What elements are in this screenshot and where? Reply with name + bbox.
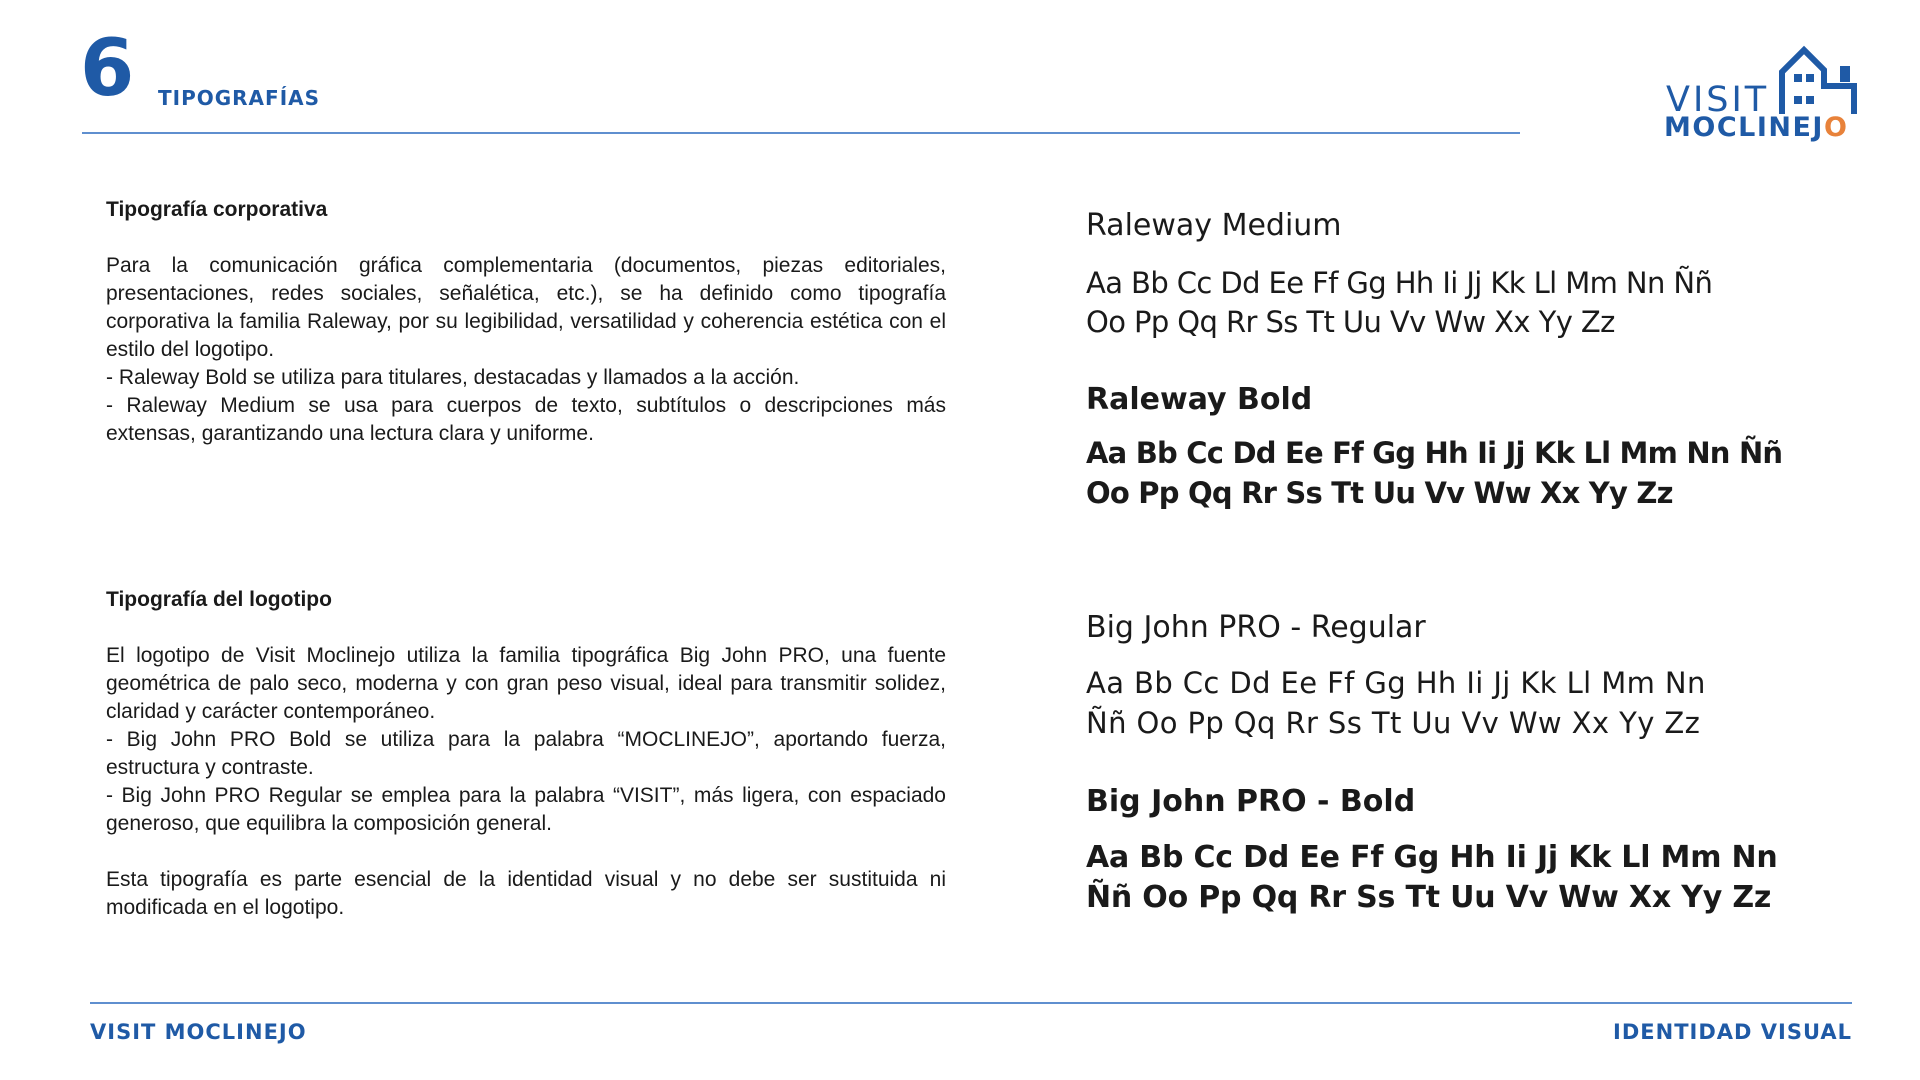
corporate-paragraph-2: - Raleway Bold se utiliza para titulares, destacadas y llamados a la acción.: [106, 366, 800, 389]
logotype-paragraph-3: - Big John PRO Regular se emplea para la palabra “VISIT”, más ligera, con espaciado generoso, que equilibra la composición general.: [106, 784, 946, 835]
corporate-heading: Tipografía corporativa: [106, 198, 328, 221]
bigjohn-bold-line-2: Ññ Oo Pp Qq Rr Ss Tt Uu Vv Ww Xx Yy Zz: [1086, 880, 1772, 915]
bigjohn-bold-name: Big John PRO - Bold: [1086, 784, 1416, 819]
raleway-bold-line-1: Aa Bb Cc Dd Ee Ff Gg Hh Ii Jj Kk Ll Mm Nn Ññ: [1086, 436, 1783, 470]
house-building-icon: [1764, 44, 1860, 116]
corporate-paragraph-1: Para la comunicación gráfica complementaria (documentos, piezas editoriales, presentaciones, redes sociales, señalética, etc.), se ha definido como tipografía corporativa la familia Raleway, por su legibilidad, versatilidad y coherencia estética con el estilo del logotipo.: [106, 254, 946, 361]
raleway-medium-line-1: Aa Bb Cc Dd Ee Ff Gg Hh Ii Jj Kk Ll Mm Nn Ññ: [1086, 266, 1713, 300]
logotype-paragraph-1: El logotipo de Visit Moclinejo utiliza la familia tipográfica Big John PRO, una fuente geométrica de palo seco, moderna y con gran peso visual, ideal para transmitir solidez, claridad y carácter contemporáneo.: [106, 644, 946, 723]
section-number: 6: [80, 24, 135, 114]
corporate-paragraph-3: - Raleway Medium se usa para cuerpos de texto, subtítulos o descripciones más extensas, garantizando una lectura clara y uniforme.: [106, 394, 946, 445]
raleway-bold-line-2: Oo Pp Qq Rr Ss Tt Uu Vv Ww Xx Yy Zz: [1086, 476, 1673, 510]
logo-visit-word: VISIT: [1666, 80, 1770, 120]
logotype-paragraph-4: Esta tipografía es parte esencial de la identidad visual y no debe ser sustituida ni modificada en el logotipo.: [106, 868, 946, 919]
raleway-medium-name: Raleway Medium: [1086, 208, 1342, 243]
brand-logo: [1660, 44, 1860, 144]
header-divider: [82, 132, 1520, 134]
logo-moclinejo-accent: O: [1823, 112, 1849, 143]
footer-section-label: IDENTIDAD VISUAL: [1613, 1020, 1852, 1044]
bigjohn-regular-line-1: Aa Bb Cc Dd Ee Ff Gg Hh Ii Jj Kk Ll Mm Nn: [1086, 666, 1706, 700]
bigjohn-bold-line-1: Aa Bb Cc Dd Ee Ff Gg Hh Ii Jj Kk Ll Mm Nn: [1086, 840, 1778, 875]
section-title: TIPOGRAFÍAS: [158, 86, 321, 110]
corporate-typography-block: [106, 196, 946, 448]
paragraph-gap: [106, 838, 946, 866]
footer-brand: VISIT MOCLINEJO: [90, 1020, 307, 1044]
logotype-heading: Tipografía del logotipo: [106, 588, 332, 611]
logo-moclinejo-main: MOCLINEJ: [1664, 112, 1824, 143]
bigjohn-regular-name: Big John PRO - Regular: [1086, 610, 1426, 645]
footer-divider: [90, 1002, 1852, 1004]
logotype-typography-block: [106, 586, 946, 922]
raleway-bold-name: Raleway Bold: [1086, 382, 1313, 417]
logotype-paragraph-2: - Big John PRO Bold se utiliza para la palabra “MOCLINEJO”, aportando fuerza, estructura y contraste.: [106, 728, 946, 779]
logo-moclinejo-word: [1664, 112, 1848, 143]
raleway-medium-line-2: Oo Pp Qq Rr Ss Tt Uu Vv Ww Xx Yy Zz: [1086, 305, 1615, 339]
bigjohn-regular-line-2: Ññ Oo Pp Qq Rr Ss Tt Uu Vv Ww Xx Yy Zz: [1086, 706, 1701, 740]
